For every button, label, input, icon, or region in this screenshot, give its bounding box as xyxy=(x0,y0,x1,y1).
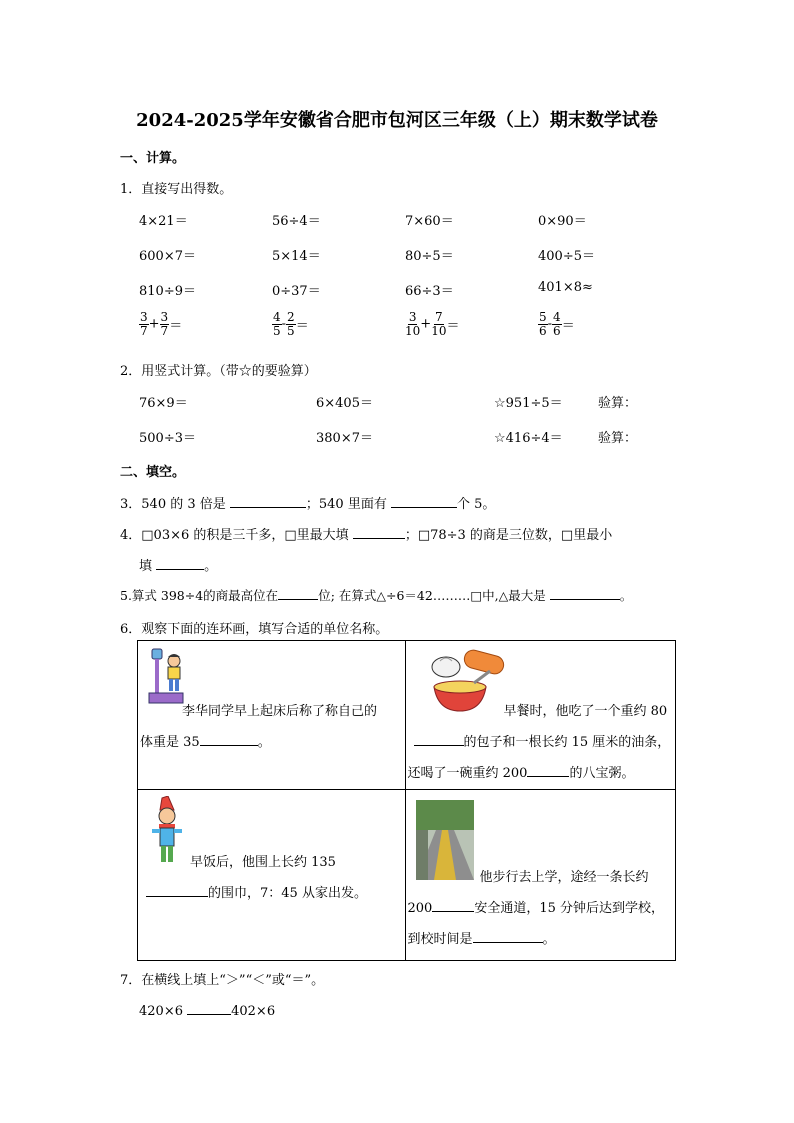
denominator: 7 xyxy=(140,323,148,338)
operator: - xyxy=(547,316,553,332)
comic-cell-1 xyxy=(138,641,406,790)
answer-blank[interactable] xyxy=(550,586,620,600)
question-3 xyxy=(120,493,495,512)
answer-blank[interactable] xyxy=(353,525,405,539)
answer-blank[interactable] xyxy=(230,494,306,508)
operator: - xyxy=(281,316,287,332)
denominator: 10 xyxy=(431,323,447,338)
numerator: 3 xyxy=(160,310,169,324)
denominator: 7 xyxy=(160,323,169,338)
q2-verify-label: 验算： xyxy=(598,396,638,411)
numerator: 7 xyxy=(435,310,443,324)
answer-blank[interactable] xyxy=(156,556,204,570)
question-4-line-2 xyxy=(139,555,217,574)
cell-1-text: 体重是 35 xyxy=(140,735,200,750)
section-heading-calc: 一、计算。 xyxy=(120,151,186,166)
cell-4-text: 。 xyxy=(542,932,556,947)
cell-4-text: 到校时间是 xyxy=(407,932,473,947)
q1-fraction-item xyxy=(405,311,459,337)
q4-text-3: 填 xyxy=(139,559,157,574)
answer-blank[interactable] xyxy=(200,733,258,746)
cell-2-line-3 xyxy=(408,758,635,789)
denominator: 5 xyxy=(287,323,295,338)
q1-item: 0×90＝ xyxy=(538,214,587,229)
q1-item: 5×14＝ xyxy=(272,249,321,264)
comic-cell-3 xyxy=(138,790,406,961)
cell-2-text: 还喝了一碗重约 200 xyxy=(407,766,528,781)
question-7-label: 7．在横线上填上“＞”“＜”或“＝”。 xyxy=(120,973,325,988)
answer-blank[interactable] xyxy=(473,930,543,943)
q1-item: 66÷3＝ xyxy=(405,284,454,299)
denominator: 6 xyxy=(539,323,547,338)
cell-3-line-2 xyxy=(146,878,367,909)
cell-1-period: 。 xyxy=(257,735,271,750)
q1-item: 7×60＝ xyxy=(405,214,454,229)
cell-4-line-3 xyxy=(408,924,556,955)
cell-4-text: 200 xyxy=(407,901,433,916)
numerator: 2 xyxy=(287,310,295,324)
answer-blank[interactable] xyxy=(432,899,474,912)
q1-item: 401×8≈ xyxy=(538,280,593,295)
q4-text-4: 。 xyxy=(204,559,218,574)
cell-3-text: 的围巾，7：45 从家出发。 xyxy=(208,886,367,901)
question-2-label: 2．用竖式计算。（带☆的要验算） xyxy=(120,364,317,379)
equals: ＝ xyxy=(169,318,183,334)
q1-item: 600×7＝ xyxy=(139,249,196,264)
denominator: 10 xyxy=(405,323,421,338)
sidewalk-photo xyxy=(416,800,474,880)
q2-item: ☆416÷4＝ xyxy=(494,431,563,446)
cell-4-text: 安全通道，15 分钟后达到学校， xyxy=(474,901,665,916)
denominator: 6 xyxy=(553,323,561,338)
answer-blank[interactable] xyxy=(527,764,569,777)
answer-blank[interactable] xyxy=(278,586,318,600)
cell-2-text: 的包子和一根长约 15 厘米的油条， xyxy=(463,735,671,750)
operator: + xyxy=(148,316,160,332)
numerator: 3 xyxy=(140,310,148,324)
q1-item: 80÷5＝ xyxy=(405,249,454,264)
section-heading-fill: 二、填空。 xyxy=(120,465,186,480)
cell-2-text: 的八宝粥。 xyxy=(569,766,635,781)
answer-blank[interactable] xyxy=(146,884,208,897)
cell-3-line-1: 早饭后，他围上长约 135 xyxy=(190,855,336,870)
expression-left: 420×6 xyxy=(139,1004,188,1019)
page-title: 2024-2025学年安徽省合肥市包河区三年级（上）期末数学试卷 xyxy=(136,110,658,131)
question-4-line-1 xyxy=(120,524,612,543)
q1-item: 810÷9＝ xyxy=(139,284,196,299)
question-5 xyxy=(120,586,632,604)
expression-right: 402×6 xyxy=(231,1004,276,1019)
boy-with-scarf-illustration xyxy=(148,796,188,868)
breakfast-illustration xyxy=(420,649,506,715)
answer-blank[interactable] xyxy=(414,733,464,746)
q1-fraction-item xyxy=(538,311,575,337)
cell-4-line-1: 他步行去上学，途经一条长约 xyxy=(479,870,649,885)
numerator: 3 xyxy=(408,310,417,324)
denominator: 5 xyxy=(273,323,281,338)
q4-text-1: 4．□03×6 的积是三千多，□里最大填 xyxy=(120,528,353,543)
q4-text-2: ；□78÷3 的商是三位数，□里最小 xyxy=(404,528,613,543)
weighing-scale-illustration xyxy=(146,647,186,707)
q2-verify-label: 验算： xyxy=(598,431,638,446)
question-6-label: 6．观察下面的连环画，填写合适的单位名称。 xyxy=(120,622,389,637)
q1-fraction-item xyxy=(272,311,309,337)
equals: ＝ xyxy=(561,318,575,334)
q2-item: 6×405＝ xyxy=(316,396,373,411)
comic-cell-2 xyxy=(405,641,676,790)
q2-item: 76×9＝ xyxy=(139,396,188,411)
q3-text-3: 个 5。 xyxy=(456,497,496,512)
cell-2-line-2 xyxy=(414,727,671,758)
cell-1-line-2 xyxy=(140,727,271,758)
q2-item: 500÷3＝ xyxy=(139,431,196,446)
q1-item: 400÷5＝ xyxy=(538,249,595,264)
q2-item: 380×7＝ xyxy=(316,431,373,446)
cell-2-line-1: 早餐时，他吃了一个重约 80 xyxy=(503,704,668,719)
answer-blank[interactable] xyxy=(391,494,457,508)
comic-strip-table xyxy=(137,640,676,961)
cell-4-line-2 xyxy=(408,893,665,924)
q2-item: ☆951÷5＝ xyxy=(494,396,563,411)
equals: ＝ xyxy=(446,318,460,334)
q5-text-2: 位; 在算式△÷6＝42………□中,△最大是 xyxy=(318,588,550,603)
question-1-label: 1．直接写出得数。 xyxy=(120,182,233,197)
q3-text-1: 3．540 的 3 倍是 xyxy=(120,497,230,512)
q1-fraction-item xyxy=(139,311,182,337)
q1-item: 0÷37＝ xyxy=(272,284,321,299)
numerator: 4 xyxy=(273,310,281,324)
numerator: 5 xyxy=(539,310,547,324)
equals: ＝ xyxy=(295,318,309,334)
operator: + xyxy=(420,316,432,332)
q1-item: 56÷4＝ xyxy=(272,214,321,229)
q5-text-3: 。 xyxy=(619,588,633,603)
numerator: 4 xyxy=(553,310,561,324)
q5-text-1: 5.算式 398÷4的商最高位在 xyxy=(120,588,279,603)
question-7-item xyxy=(139,1001,275,1019)
answer-blank[interactable] xyxy=(187,1001,231,1015)
comic-cell-4 xyxy=(405,790,676,961)
cell-1-line-1: 李华同学早上起床后称了称自己的 xyxy=(182,704,378,719)
q3-text-2: ；540 里面有 xyxy=(305,497,391,512)
q1-item: 4×21＝ xyxy=(139,214,188,229)
